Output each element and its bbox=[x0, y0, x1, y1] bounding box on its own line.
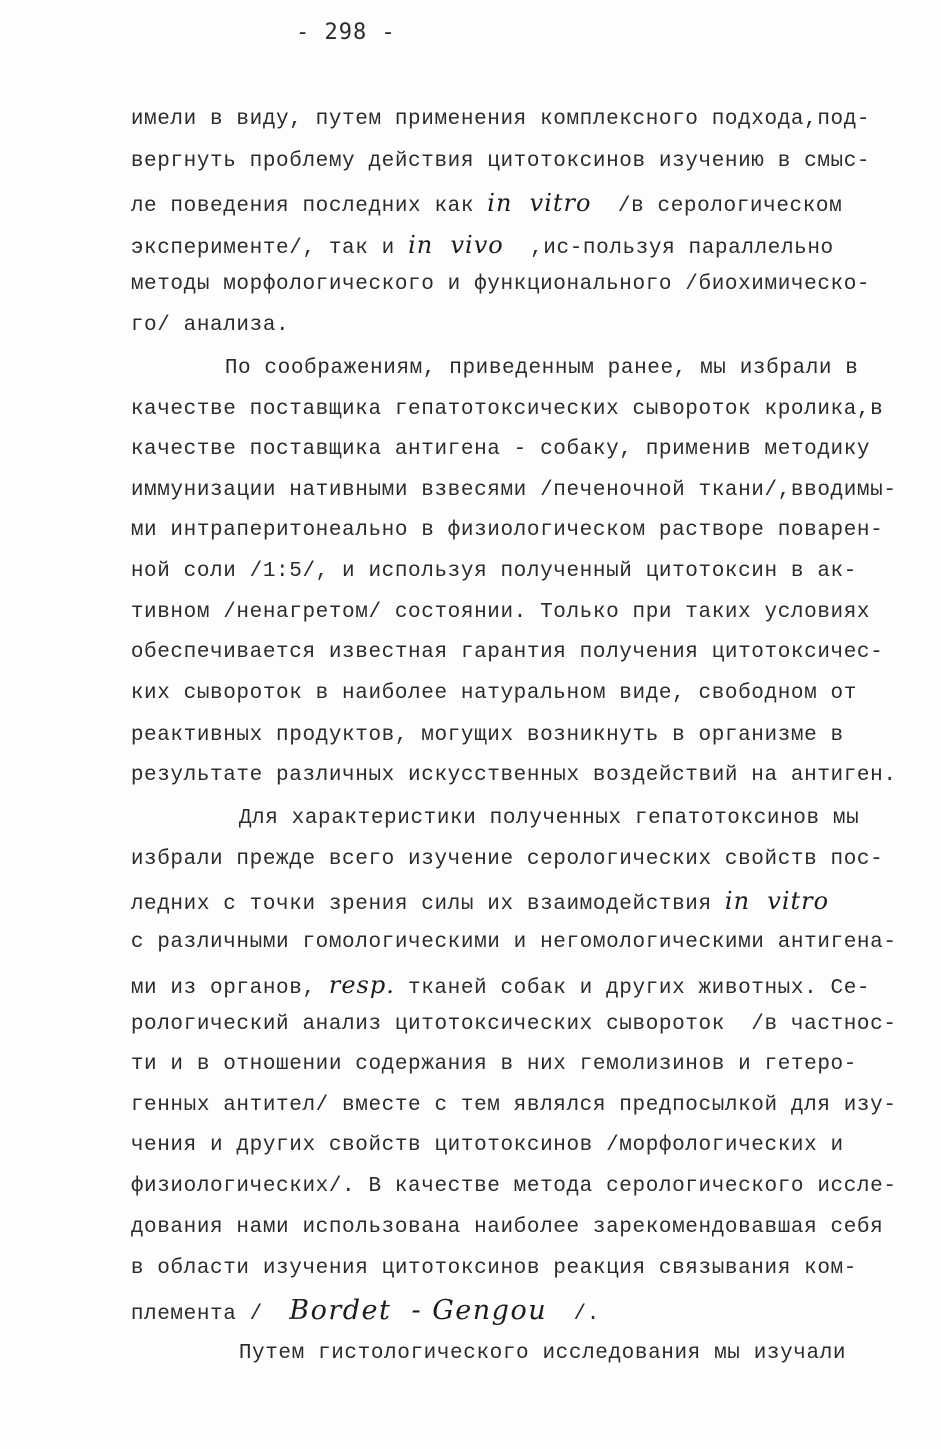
text-run: Для характеристики полученных гепатотоксинов мы bbox=[238, 807, 860, 830]
text-run: тканей собак и других животных. Се- bbox=[394, 977, 871, 1000]
text-run: /. bbox=[547, 1303, 600, 1326]
text-run: ких сывороток в наиболее натуральном виде, свободном от bbox=[130, 682, 857, 705]
text-run: По соображениям, приведенным ранее, мы избрали в bbox=[224, 357, 859, 380]
text-run: ми интраперитонеально в физиологическом растворе поварен- bbox=[130, 519, 884, 542]
text-run: обеспечивается известная гарантия получения цитотоксичес- bbox=[130, 641, 884, 664]
text-run: имели в виду, путем применения комплексного подхода,под- bbox=[130, 108, 871, 131]
text-run: чения и других свойств цитотоксинов /морфологических и bbox=[130, 1134, 844, 1157]
text-run: эксперименте/, так и bbox=[130, 237, 409, 260]
handwritten-latin-term: in vitro bbox=[487, 189, 592, 217]
text-run: го/ анализа. bbox=[130, 314, 290, 337]
text-run: ми из органов, bbox=[130, 977, 329, 1000]
page-number: - 298 - bbox=[296, 20, 396, 45]
text-run: вергнуть проблему действия цитотоксинов изучению в смыс- bbox=[130, 150, 871, 173]
handwritten-latin-term: resp. bbox=[328, 971, 395, 999]
text-run: методы морфологического и функционального /биохимическо- bbox=[130, 273, 871, 296]
text-run: иммунизации нативными взвесями /печеночной ткани/,вводимы- bbox=[130, 479, 897, 502]
text-run: реактивных продуктов, могущих возникнуть в организме в bbox=[130, 724, 844, 747]
text-run: дования нами использована наиболее зарекомендовавшая себя bbox=[130, 1216, 884, 1239]
text-run: избрали прежде всего изучение серологических свойств пос- bbox=[130, 848, 884, 871]
paragraph-first-line bbox=[186, 1322, 846, 1385]
text-run: качестве поставщика гепатотоксических сывороток кролика,в bbox=[130, 398, 884, 421]
text-run: племента / bbox=[130, 1303, 290, 1326]
text-run: в области изучения цитотоксинов реакция связывания ком- bbox=[130, 1257, 857, 1280]
handwritten-latin-term: in vitro bbox=[724, 887, 830, 915]
text-run: физиологических/. В качестве метода серологического иссле- bbox=[130, 1175, 897, 1198]
text-run: ной соли /1:5/, и используя полученный цитотоксин в ак- bbox=[130, 560, 857, 583]
text-run: качестве поставщика антигена - собаку, применив методику bbox=[130, 438, 871, 461]
text-run: Путем гистологического исследования мы изучали bbox=[238, 1342, 847, 1365]
text-run: ,ис-пользуя параллельно bbox=[503, 237, 834, 260]
text-run: рологический анализ цитотоксических сывороток /в частнос- bbox=[130, 1013, 897, 1036]
text-run: /в серологическом bbox=[591, 195, 843, 218]
text-run: ле поведения последних как bbox=[130, 195, 488, 218]
handwritten-latin-term: in vivo bbox=[408, 231, 504, 259]
text-run: результате различных искусственных воздействий на антиген. bbox=[130, 764, 897, 787]
text-run: с различными гомологическими и негомологическими антигена- bbox=[130, 931, 897, 954]
text-run: ледних с точки зрения силы их взаимодействия bbox=[130, 893, 725, 916]
text-run: ти и в отношении содержания в них гемолизинов и гетеро- bbox=[130, 1053, 857, 1076]
text-run: генных антител/ вместе с тем являлся предпосылкой для изу- bbox=[130, 1094, 897, 1117]
handwritten-author-names: Bordet - Gengou bbox=[289, 1295, 548, 1326]
text-run: тивном /ненагретом/ состоянии. Только при таких условиях bbox=[130, 601, 871, 624]
